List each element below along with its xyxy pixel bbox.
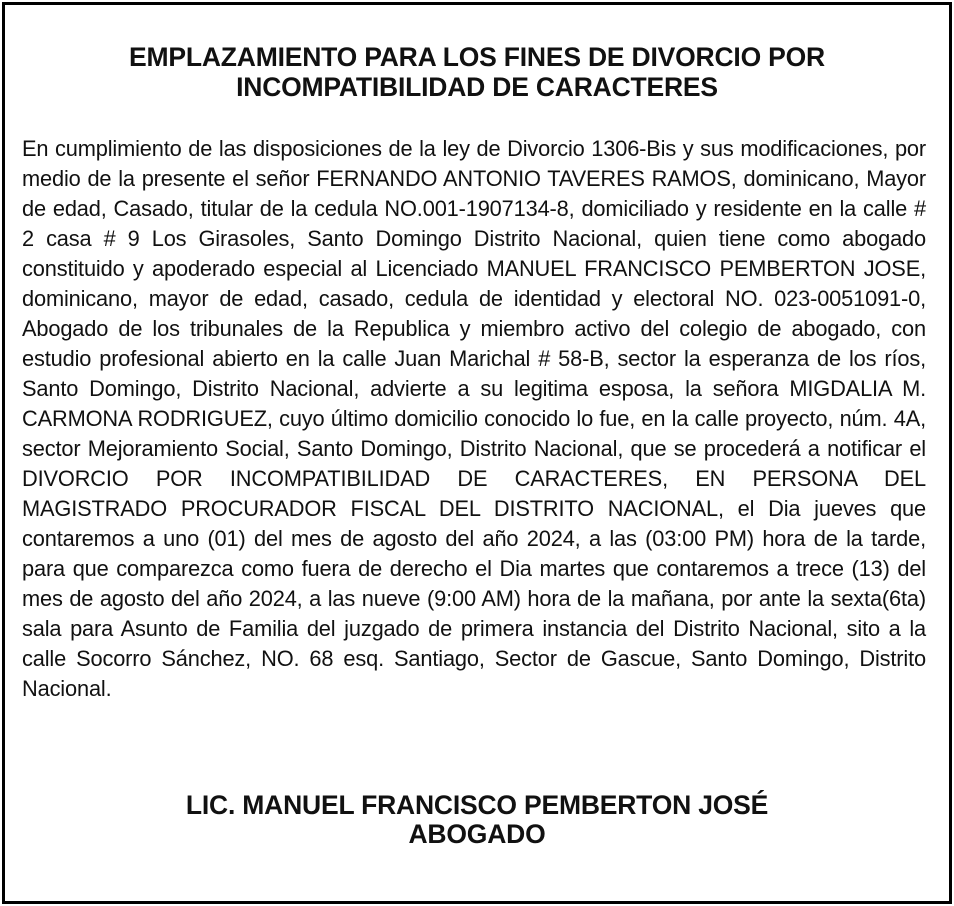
legal-notice <box>2 2 952 904</box>
notice-body: En cumplimiento de las disposiciones de la ley de Divorcio 1306-Bis y sus modificaciones, por medio de la presente el señor FERNANDO ANTONIO TAVERES RAMOS, dominicano, Mayor de edad, Casado, titular de la cedula NO.001-1907134-8, domiciliado y residente en la calle # 2 casa # 9 Los Girasoles, Santo Domingo Distrito Nacional, quien tiene como abogado constituido y apoderado especial al Licenciado MANUEL FRANCISCO PEMBERTON JOSE, dominicano, mayor de edad, casado, cedula de identidad y electoral NO. 023-0051091-0, Abogado de los tribunales de la Republica y miembro activo del colegio de abogado, con estudio profesional abierto en la calle Juan Marichal # 58-B, sector la esperanza de los ríos, Santo Domingo, Distrito Nacional, advierte a su legitima esposa, la señora MIGDALIA M. CARMONA RODRIGUEZ, cuyo último domicilio conocido lo fue, en la calle proyecto, núm. 4A, sector Mejoramiento Social, Santo Domingo, Distrito Nacional, que se procederá a notificar el DIVORCIO POR INCOMPATIBILIDAD DE CARACTERES, EN PERSONA DEL MAGISTRADO PROCURADOR FISCAL DEL DISTRITO NACIONAL, el Dia jueves que contaremos a uno (01) del mes de agosto del año 2024, a las (03:00 PM) hora de la tarde, para que comparezca como fuera de derecho el Dia martes que contaremos a trece (13) del mes de agosto del año 2024, a las nueve (9:00 AM) hora de la mañana, por ante la sexta(6ta) sala para Asunto de Familia del juzgado de primera instancia del Distrito Nacional, sito a la calle Socorro Sánchez, NO. 68 esq. Santiago, Sector de Gascue, Santo Domingo, Distrito Nacional. <box>22 136 926 701</box>
signature-title: ABOGADO <box>408 819 546 849</box>
notice-title-line-2: INCOMPATIBILIDAD DE CARACTERES <box>236 72 718 102</box>
notice-title-line-1: EMPLAZAMIENTO PARA LOS FINES DE DIVORCIO POR <box>129 42 825 72</box>
signature-block <box>5 791 949 849</box>
notice-title <box>5 42 949 102</box>
signature-name: LIC. MANUEL FRANCISCO PEMBERTON JOSÉ <box>185 790 769 820</box>
